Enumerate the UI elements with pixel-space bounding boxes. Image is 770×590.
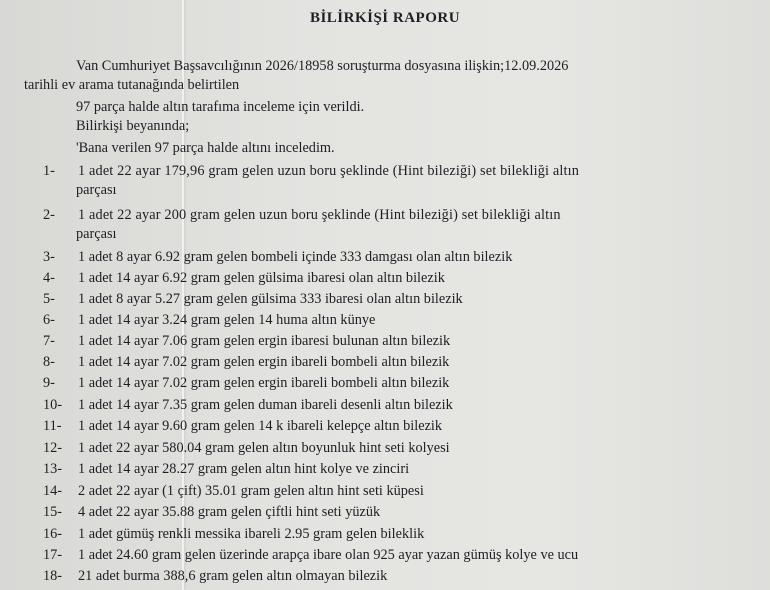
item-number: 17- <box>43 547 63 563</box>
item-text: 4 adet 22 ayar 35.88 gram gelen çiftli hint seti yüzük <box>78 504 381 520</box>
intro-line-2: tarihli ev arama tutanağında belirtilen <box>24 77 240 93</box>
item-number: 14- <box>43 483 63 499</box>
item-number: 7- <box>43 333 55 349</box>
item-number: 6- <box>43 312 55 328</box>
intro-line-3: 97 parça halde altın tarafıma inceleme için verildi. <box>76 99 365 115</box>
item-number: 4- <box>43 270 55 286</box>
item-number: 3- <box>43 249 55 265</box>
item-number: 11- <box>43 418 62 434</box>
item-text: parçası <box>76 226 117 242</box>
item-text: 2 adet 22 ayar (1 çift) 35.01 gram gelen altın hint seti küpesi <box>78 483 424 499</box>
item-number: 2- <box>43 207 55 223</box>
intro-line-5: 'Bana verilen 97 parça halde altını inceledim. <box>76 140 335 156</box>
item-number: 13- <box>43 461 63 477</box>
item-number: 10- <box>43 397 63 413</box>
item-text: 1 adet 22 ayar 200 gram gelen uzun boru şeklinde (Hint bileziği) set bilekliği altın <box>78 207 561 223</box>
item-text: 1 adet 8 ayar 5.27 gram gelen gülsima 333 ibaresi olan altın bilezik <box>78 291 463 307</box>
item-text: 21 adet burma 388,6 gram gelen altın olmayan bilezik <box>78 568 388 584</box>
intro-line-1: Van Cumhuriyet Başsavcılığının 2026/18958 soruşturma dosyasına ilişkin;12.09.2026 <box>76 58 569 74</box>
item-text: 1 adet 14 ayar 7.02 gram gelen ergin ibareli bombeli altın bilezik <box>78 354 450 370</box>
item-text: 1 adet 14 ayar 7.06 gram gelen ergin ibaresi bulunan altın bilezik <box>78 333 451 349</box>
item-text: 1 adet 24.60 gram gelen üzerinde arapça ibare olan 925 ayar yazan gümüş kolye ve ucu <box>78 547 579 563</box>
item-text: 1 adet 22 ayar 580.04 gram gelen altın boyunluk hint seti kolyesi <box>78 440 450 456</box>
report-title: BİLİRKİŞİ RAPORU <box>309 10 461 26</box>
item-number: 5- <box>43 291 55 307</box>
item-text: 1 adet 22 ayar 179,96 gram gelen uzun boru şeklinde (Hint bileziği) set bilekliği altın <box>78 163 580 179</box>
item-number: 16- <box>43 526 63 542</box>
item-text: 1 adet 14 ayar 9.60 gram gelen 14 k ibareli kelepçe altın bilezik <box>78 418 443 434</box>
item-text: 1 adet 8 ayar 6.92 gram gelen bombeli içinde 333 damgası olan altın bilezik <box>78 249 513 265</box>
item-text: 1 adet 14 ayar 6.92 gram gelen gülsima ibaresi olan altın bilezik <box>78 270 445 286</box>
item-number: 8- <box>43 354 55 370</box>
item-text: 1 adet 14 ayar 7.02 gram gelen ergin ibareli bombeli altın bilezik <box>78 375 450 391</box>
item-number: 18- <box>43 568 63 584</box>
item-text: 1 adet gümüş renkli messika ibareli 2.95 gram gelen bileklik <box>78 526 425 542</box>
item-number: 15- <box>43 504 63 520</box>
item-text: 1 adet 14 ayar 28.27 gram gelen altın hint kolye ve zinciri <box>78 461 410 477</box>
item-number: 1- <box>43 163 55 179</box>
item-text: 1 adet 14 ayar 3.24 gram gelen 14 huma altın künye <box>78 312 376 328</box>
item-text: 1 adet 14 ayar 7.35 gram gelen duman ibareli desenli altın bilezik <box>78 397 453 413</box>
item-number: 12- <box>43 440 63 456</box>
item-text: parçası <box>76 182 117 198</box>
item-number: 9- <box>43 375 55 391</box>
intro-line-4: Bilirkişi beyanında; <box>76 118 190 134</box>
